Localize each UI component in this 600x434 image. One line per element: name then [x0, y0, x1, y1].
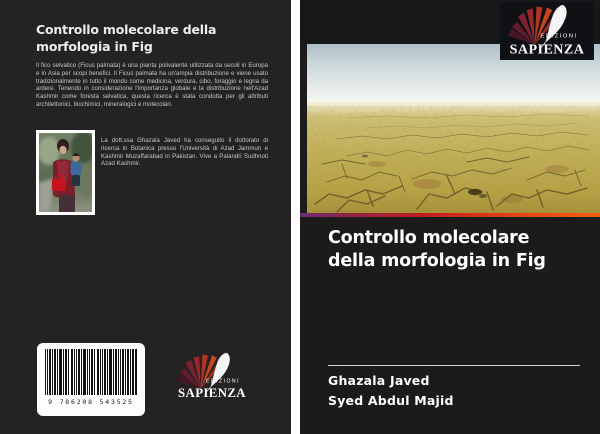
author-name: Syed Abdul Majid	[328, 393, 454, 408]
author-photo-image	[39, 133, 92, 212]
spine-gap	[291, 0, 300, 434]
publisher-logo-graphic	[503, 4, 591, 57]
book-synopsis: Il fico selvatico (Ficus palmata) è una pianta polivalente utilizzata da secoli in Europa e in Asia per scopi benefici. Il Ficus palmata ha un'ampia distribuzione e viene usato tradizionalmente in tutto il mondo come medicina, verdura, cibo, foraggio e legna da ardere. Tenendo in considerazione l'importanza globale e la distribuzione nell'Azad Kashmir come foresta selvatica, questa ricerca è stata condotta per gli attributi architettonici, biochimici, mineralogici e molecolari.	[36, 62, 268, 108]
author-divider-line	[328, 365, 580, 366]
author-name: Ghazala Javed	[328, 373, 430, 388]
publisher-logo	[172, 352, 252, 400]
front-title	[328, 227, 592, 273]
cover-photo	[307, 44, 600, 214]
front-title-line1: Controllo molecolare	[328, 228, 530, 248]
publisher-logo-graphic	[172, 352, 252, 400]
back-cover-panel	[0, 0, 291, 434]
publisher-edizioni-label: EDIZIONI	[540, 33, 578, 40]
barcode-digits: 9 786208 543525	[48, 398, 134, 406]
barcode-bars	[45, 349, 137, 395]
front-title-line2: della morfologia in Fig	[328, 251, 546, 271]
back-title-line1: Controllo molecolare della	[36, 22, 217, 37]
author-photo	[36, 130, 95, 215]
author-bio: La dott.ssa Ghazala Javed ha conseguito il dottorato di ricerca in Botanica presso l'Università di Azad Jammun e Kashmir Muzaffarabad in Pakistan. Vive a Palandri Sudhnoti Azad Kashmir.	[101, 137, 268, 168]
publisher-sapienza-label: SAPIENZA	[178, 385, 246, 400]
publisher-sapienza-label: SAPIENZA	[509, 41, 585, 57]
back-title-line2: morfologia in Fig	[36, 39, 153, 54]
back-title	[36, 21, 276, 55]
barcode	[37, 343, 145, 416]
publisher-edizioni-label: EDIZIONI	[206, 378, 240, 385]
publisher-logo	[500, 2, 594, 60]
front-cover-panel	[300, 0, 600, 434]
cracked-earth-image	[307, 44, 600, 214]
front-authors	[328, 371, 454, 411]
accent-gradient-line	[300, 213, 600, 217]
